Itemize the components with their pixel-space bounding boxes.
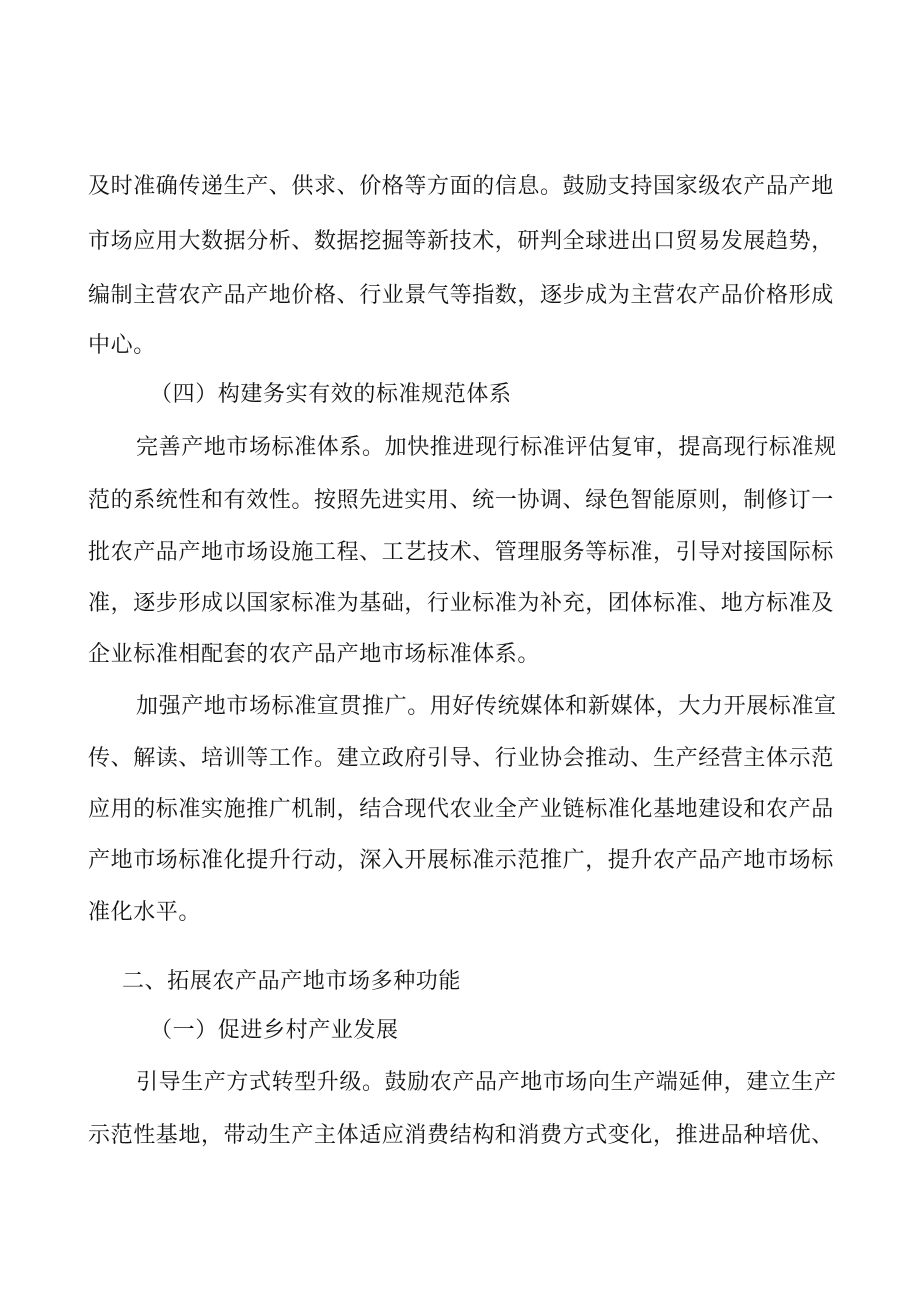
paragraph-1-line-3: 编制主营农产品产地价格、行业景气等指数，逐步成为主营农产品价格形成 [88, 283, 834, 308]
paragraph-1-line-1: 及时准确传递生产、供求、价格等方面的信息。鼓励支持国家级农产品产地 [88, 174, 834, 199]
paragraph-2-line-1: 完善产地市场标准体系。加快推进现行标准评估复审，提高现行标准规 [136, 435, 837, 460]
paragraph-2-line-2: 范的系统性和有效性。按照先进实用、统一协调、绿色智能原则，制修订一 [88, 488, 834, 513]
paragraph-1-line-4: 中心。 [88, 333, 156, 358]
subheading-four: （四）构建务实有效的标准规范体系 [150, 382, 512, 407]
paragraph-3-line-2: 传、解读、培训等工作。建立政府引导、行业协会推动、生产经营主体示范 [88, 746, 834, 771]
paragraph-2-line-4: 准，逐步形成以国家标准为基础，行业标准为补充，团体标准、地方标准及 [88, 591, 834, 616]
paragraph-3-line-4: 产地市场标准化提升行动，深入开展标准示范推广，提升农产品产地市场标 [88, 848, 834, 873]
paragraph-2-line-5: 企业标准相配套的农产品产地市场标准体系。 [88, 642, 541, 667]
paragraph-1-line-2: 市场应用大数据分析、数据挖掘等新技术，研判全球进出口贸易发展趋势， [88, 229, 834, 254]
paragraph-4-line-1: 引导生产方式转型升级。鼓励农产品产地市场向生产端延伸，建立生产 [136, 1070, 837, 1095]
paragraph-4-line-2: 示范性基地，带动生产主体适应消费结构和消费方式变化，推进品种培优、 [88, 1123, 834, 1148]
paragraph-3-line-3: 应用的标准实施推广机制，结合现代农业全产业链标准化基地建设和农产品 [88, 797, 834, 822]
paragraph-2-line-3: 批农产品产地市场设施工程、工艺技术、管理服务等标准，引导对接国际标 [88, 540, 834, 565]
section-two-heading: 二、拓展农产品产地市场多种功能 [122, 969, 462, 994]
paragraph-3-line-1: 加强产地市场标准宣贯推广。用好传统媒体和新媒体，大力开展标准宣 [136, 694, 837, 719]
subheading-one: （一）促进乡村产业发展 [150, 1018, 399, 1043]
paragraph-3-line-5: 准化水平。 [88, 900, 202, 925]
